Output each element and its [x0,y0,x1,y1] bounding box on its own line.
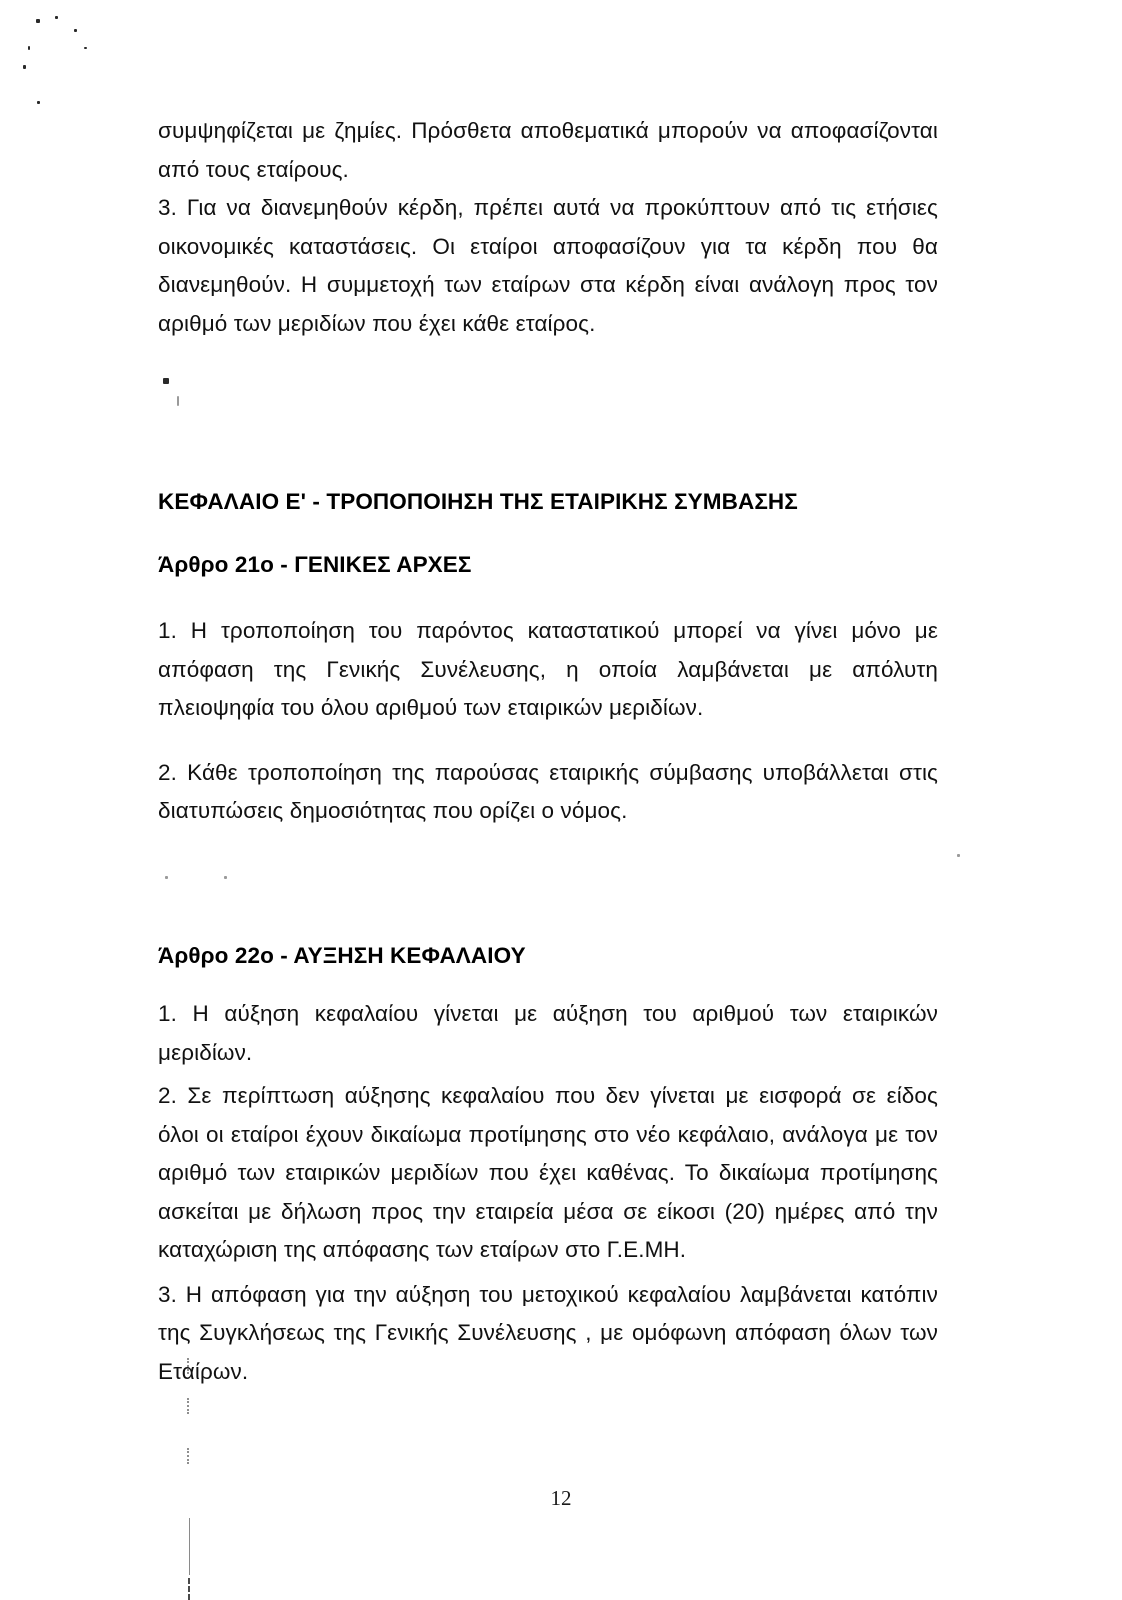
scan-line-artifact [188,1578,190,1600]
scan-line-artifact [187,1398,189,1414]
page-number: 12 [550,1486,572,1510]
article-22-paragraph-1: 1. Η αύξηση κεφαλαίου γίνεται με αύξηση του αριθμού των εταιρικών μεριδίων. [158,1001,938,1065]
scan-speckle [55,16,58,19]
scan-speckle [37,101,40,104]
paragraph-profit-distribution: 3. Για να διανεμηθούν κέρδη, πρέπει αυτά να προκύπτουν από τις ετήσιες οικονομικές καταστάσεις. Οι εταίροι αποφασίζουν για τα κέρδη που θα διανεμηθούν. Η συμμετοχή των εταίρων στα κέρδη είναι ανάλογη προς τον αριθμό των μεριδίων που έχει κάθε εταίρος. [158,195,938,336]
scan-speckle [28,46,30,50]
page-content [158,112,938,1391]
scan-line-artifact [189,1518,190,1575]
article-21-paragraph-1: 1. Η τροποποίηση του παρόντος καταστατικού μπορεί να γίνει μόνο με απόφαση της Γενικής Συνέλευσης, η οποία λαμβάνεται με απόλυτη πλειοψηφία του όλου αριθμού των εταιρικών μεριδίων. [158,618,938,720]
scan-artifact [957,854,960,857]
scan-speckle [84,47,87,49]
article-22-paragraph-2: 2. Σε περίπτωση αύξησης κεφαλαίου που δεν γίνεται με εισφορά σε είδος όλοι οι εταίροι έχουν δικαίωμα προτίμησης στο νέο κεφάλαιο, ανάλογα με τον αριθμό των εταιρικών μεριδίων που έχει καθένας. Το δικαίωμα προτίμησης ασκείται με δήλωση προς την εταιρεία μέσα σε είκοσι (20) ημέρες από την καταχώριση της απόφασης των εταίρων στο Γ.Ε.ΜΗ. [158,1083,938,1262]
article-21-heading: Άρθρο 21ο - ΓΕΝΙΚΕΣ ΑΡΧΕΣ [158,551,472,577]
paragraph-reserves-carryover: συμψηφίζεται με ζημίες. Πρόσθετα αποθεματικά μπορούν να αποφασίζονται από τους εταίρους. [158,118,938,182]
chapter-e-heading: ΚΕΦΑΛΑΙΟ Ε' - ΤΡΟΠΟΠΟΙΗΣΗ ΤΗΣ ΕΤΑΙΡΙΚΗΣ ΣΥΜΒΑΣΗΣ [158,489,798,514]
article-22-paragraph-3: 3. Η απόφαση για την αύξηση του μετοχικού κεφαλαίου λαμβάνεται κατόπιν της Συγκλήσεως της Γενικής Συνέλευσης , με ομόφωνη απόφαση όλων των Εταίρων. [158,1281,938,1384]
scan-speckle [36,19,40,23]
scan-speckle [74,29,77,32]
article-21-paragraph-2: 2. Κάθε τροποποίηση της παρούσας εταιρικής σύμβασης υποβάλλεται στις διατυπώσεις δημοσιότητας που ορίζει ο νόμος. [158,759,938,823]
article-22-heading: Άρθρο 22ο - ΑΥΞΗΣΗ ΚΕΦΑΛΑΙΟΥ [158,942,526,968]
scan-speckle [23,65,26,69]
scan-line-artifact [187,1448,189,1464]
